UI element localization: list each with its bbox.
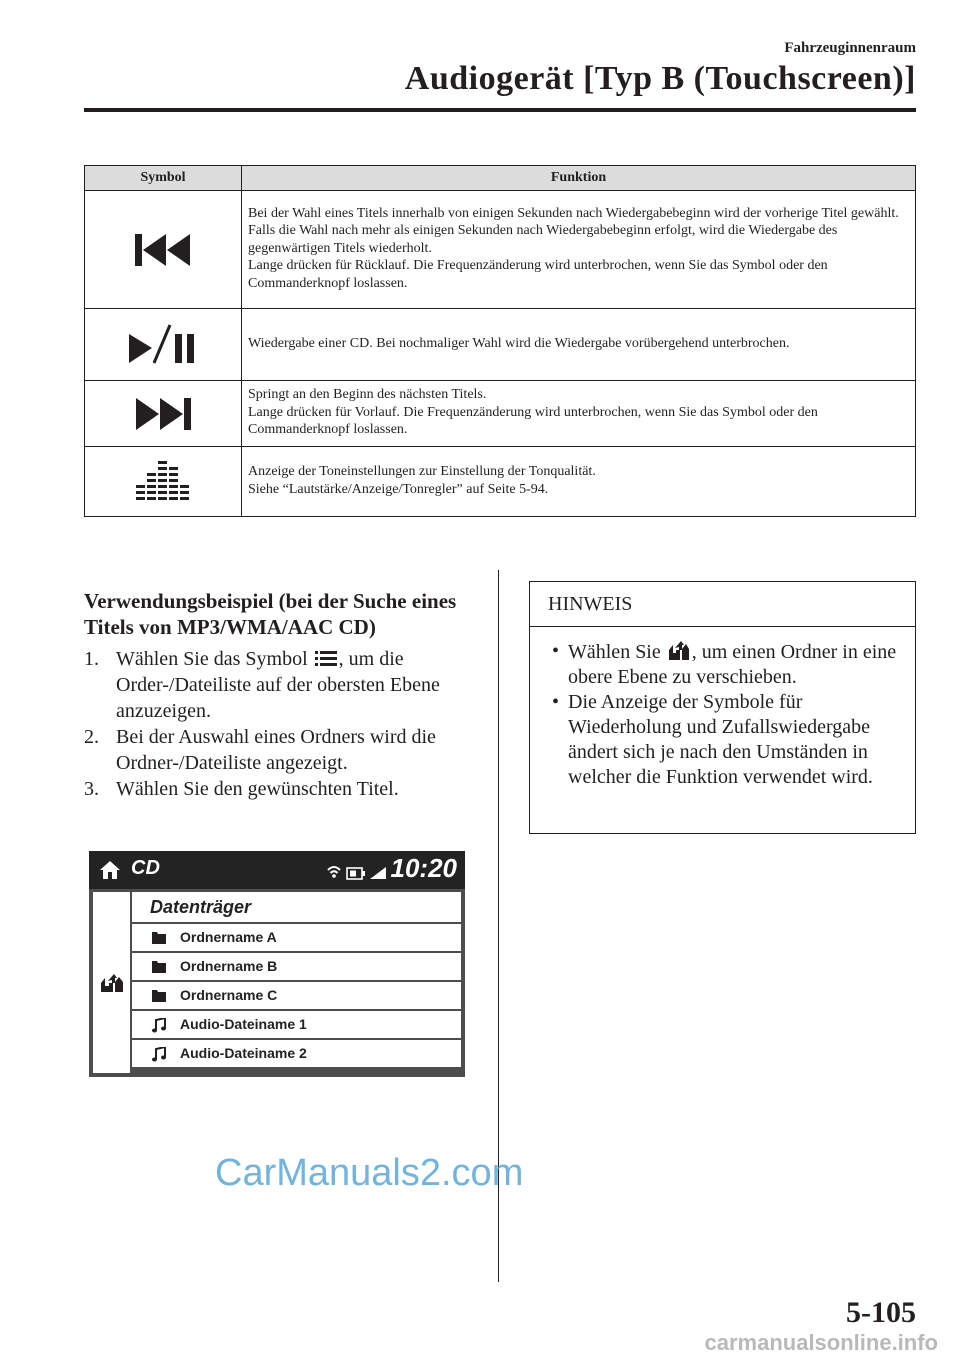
folder-up-icon[interactable] xyxy=(100,973,124,993)
list-item-label: Ordnername C xyxy=(180,987,278,1003)
list-item[interactable] xyxy=(132,924,461,951)
step-number: 2. xyxy=(84,726,99,748)
clock: 10:20 xyxy=(390,853,457,883)
symbol-cell xyxy=(85,447,242,517)
folder-icon xyxy=(152,989,166,1002)
folder-icon xyxy=(152,960,166,973)
section-label: Fahrzeuginnenraum xyxy=(784,40,916,56)
source-label: CD xyxy=(131,857,160,879)
play-pause-icon xyxy=(126,323,200,367)
symbol-cell xyxy=(85,381,242,447)
list-icon xyxy=(315,650,337,668)
battery-icon xyxy=(346,867,366,880)
step-text-pre: Wählen Sie das Symbol xyxy=(116,648,308,670)
function-cell xyxy=(242,191,916,309)
list-item-label: Ordnername B xyxy=(180,958,278,974)
wifi-icon xyxy=(327,865,341,879)
function-text: Anzeige der Toneinstellungen zur Einstellung der Tonqualität. Siehe “Lautstärke/Anzeige/Tonregler” auf Seite 5-94. xyxy=(248,464,596,497)
home-icon[interactable] xyxy=(99,860,121,880)
step-item xyxy=(84,724,494,776)
table-row xyxy=(85,309,916,381)
note-list xyxy=(530,639,915,790)
symbol-cell xyxy=(85,191,242,309)
function-cell xyxy=(242,381,916,447)
list-item-label: Audio-Dateiname 2 xyxy=(180,1045,307,1061)
note-item xyxy=(530,639,915,690)
screen-sidebar xyxy=(93,892,130,1073)
music-note-icon xyxy=(152,1018,166,1033)
music-note-icon xyxy=(152,1047,166,1062)
signal-icon xyxy=(369,866,387,880)
tone-settings-icon xyxy=(135,459,191,505)
display-screenshot xyxy=(89,851,465,1077)
table-header-row xyxy=(85,166,916,191)
column-header-function: Funktion xyxy=(242,166,916,191)
page-title: Audiogerät [Typ B (Touchscreen)] xyxy=(404,60,916,97)
step-number: 3. xyxy=(84,778,99,800)
table-row xyxy=(85,191,916,309)
list-title: Datenträger xyxy=(132,892,461,922)
step-text: Bei der Auswahl eines Ordners wird die Ordner-/Dateiliste angezeigt. xyxy=(116,726,436,774)
column-header-symbol: Symbol xyxy=(85,166,242,191)
list-item[interactable] xyxy=(132,982,461,1009)
page-number: 5-105 xyxy=(846,1296,916,1329)
footer-url: carmanualsonline.info xyxy=(704,1330,938,1355)
list-item-label: Audio-Dateiname 1 xyxy=(180,1016,307,1032)
example-heading: Verwendungsbeispiel (bei der Suche eines Titels von MP3/WMA/AAC CD) xyxy=(84,589,457,639)
list-item[interactable] xyxy=(132,1040,461,1067)
step-text-post: , um die Order-/Dateiliste auf der obersten Ebene anzuzeigen. xyxy=(116,648,440,722)
function-text: Bei der Wahl eines Titels innerhalb von einigen Sekunden nach Wiedergabebeginn wird der vorherige Titel gewählt. Falls die Wahl nach mehr als einigen Sekunden nach Wiedergabebeginn erfolgt, wird die Wiedergabe des gegenwärtigen Titels wiederholt. Lange drücken für Rücklauf. Die Frequenzänderung wird unterbrochen, wenn Sie das Symbol oder den Commanderknopf loslassen. xyxy=(248,205,899,291)
note-box xyxy=(529,581,916,834)
folder-icon xyxy=(152,931,166,944)
symbol-function-table xyxy=(84,165,916,517)
watermark: CarManuals2.com xyxy=(215,1152,524,1194)
title-rule xyxy=(84,108,916,112)
next-track-icon xyxy=(132,394,194,434)
table-row xyxy=(85,447,916,517)
note-text-pre: Wählen Sie xyxy=(568,641,661,663)
step-number: 1. xyxy=(84,648,99,670)
function-cell xyxy=(242,447,916,517)
folder-up-icon xyxy=(668,639,690,661)
function-text: Springt an den Beginn des nächsten Titels. Lange drücken für Vorlauf. Die Frequenzänderung wird unterbrochen, wenn Sie das Symbol oder den Commanderknopf loslassen. xyxy=(248,387,818,438)
function-cell xyxy=(242,309,916,381)
list-item[interactable] xyxy=(132,1011,461,1038)
table-row xyxy=(85,381,916,447)
media-list xyxy=(132,892,461,1073)
list-item[interactable] xyxy=(132,953,461,980)
note-text: Die Anzeige der Symbole für Wiederholung und Zufallswiedergabe ändert sich je nach den Umständen in welcher die Funktion verwendet wird. xyxy=(568,691,873,788)
note-item xyxy=(530,690,915,790)
symbol-cell xyxy=(85,309,242,381)
previous-track-icon xyxy=(132,230,194,270)
list-item-label: Ordnername A xyxy=(180,929,277,945)
step-item xyxy=(84,776,494,802)
note-text-post: , um einen Ordner in eine obere Ebene zu verschieben. xyxy=(568,641,897,688)
steps-list xyxy=(84,646,494,802)
screen-status-bar xyxy=(89,851,465,889)
step-item xyxy=(84,646,494,724)
bullet: • xyxy=(552,640,560,662)
bullet: • xyxy=(552,691,560,713)
step-text: Wählen Sie den gewünschten Titel. xyxy=(116,778,399,800)
note-title: HINWEIS xyxy=(530,582,915,627)
function-text: Wiedergabe einer CD. Bei nochmaliger Wahl wird die Wiedergabe vorübergehend unterbrochen. xyxy=(248,335,790,351)
